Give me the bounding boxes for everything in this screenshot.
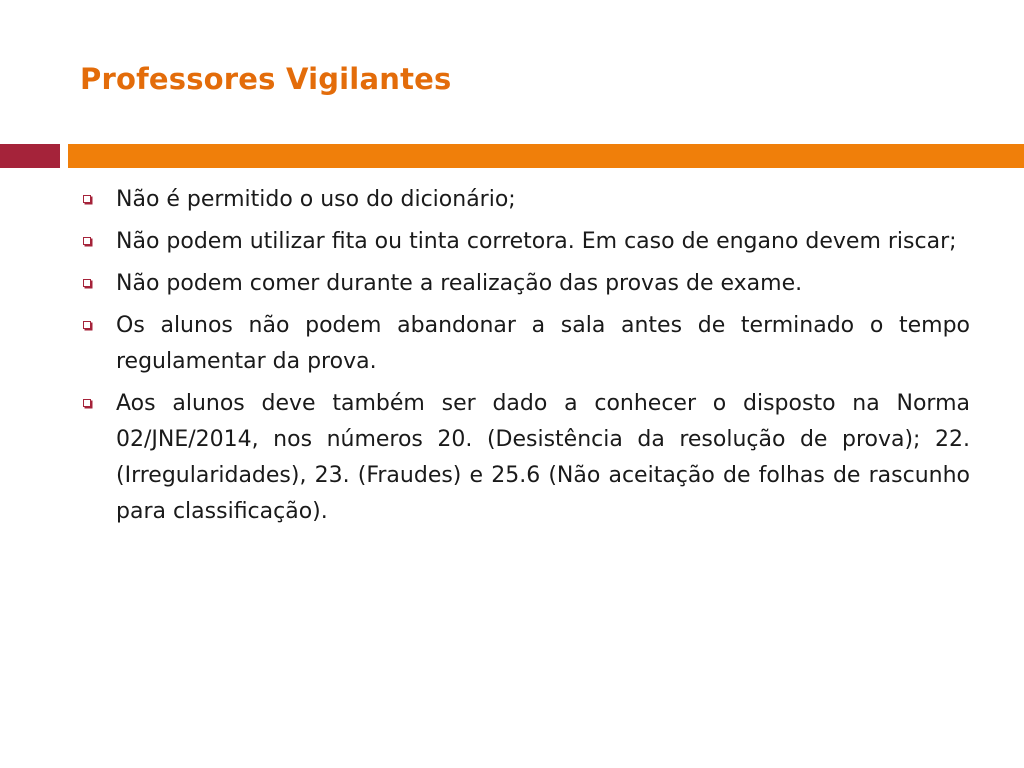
header-bar-accent [0, 144, 60, 168]
header-bar [68, 144, 1024, 168]
slide-title: Professores Vigilantes [80, 62, 452, 96]
bullet-item [80, 386, 970, 530]
bullet-item [80, 182, 970, 218]
bullet-list [80, 182, 970, 536]
bullet-item [80, 266, 970, 302]
bullet-item [80, 224, 970, 260]
bullet-text: Os alunos não podem abandonar a sala antes de terminado o tempo regulamentar da prova. [116, 313, 970, 374]
bullet-text: Não podem comer durante a realização das provas de exame. [116, 271, 803, 296]
square-bullet-icon [83, 399, 91, 407]
bullet-text: Não é permitido o uso do dicionário; [116, 187, 516, 212]
square-bullet-icon [83, 195, 91, 203]
square-bullet-icon [83, 237, 91, 245]
bullet-text: Aos alunos deve também ser dado a conhecer o disposto na Norma 02/JNE/2014, nos números 20. (Desistência da resolução de prova); 22. (Irregularidades), 23. (Fraudes) e 25.6 (Não aceitação de folhas de rascunho para classificação). [116, 391, 970, 524]
bullet-item [80, 308, 970, 380]
bullet-text: Não podem utilizar fita ou tinta corretora. Em caso de engano devem riscar; [116, 229, 957, 254]
square-bullet-icon [83, 279, 91, 287]
square-bullet-icon [83, 321, 91, 329]
